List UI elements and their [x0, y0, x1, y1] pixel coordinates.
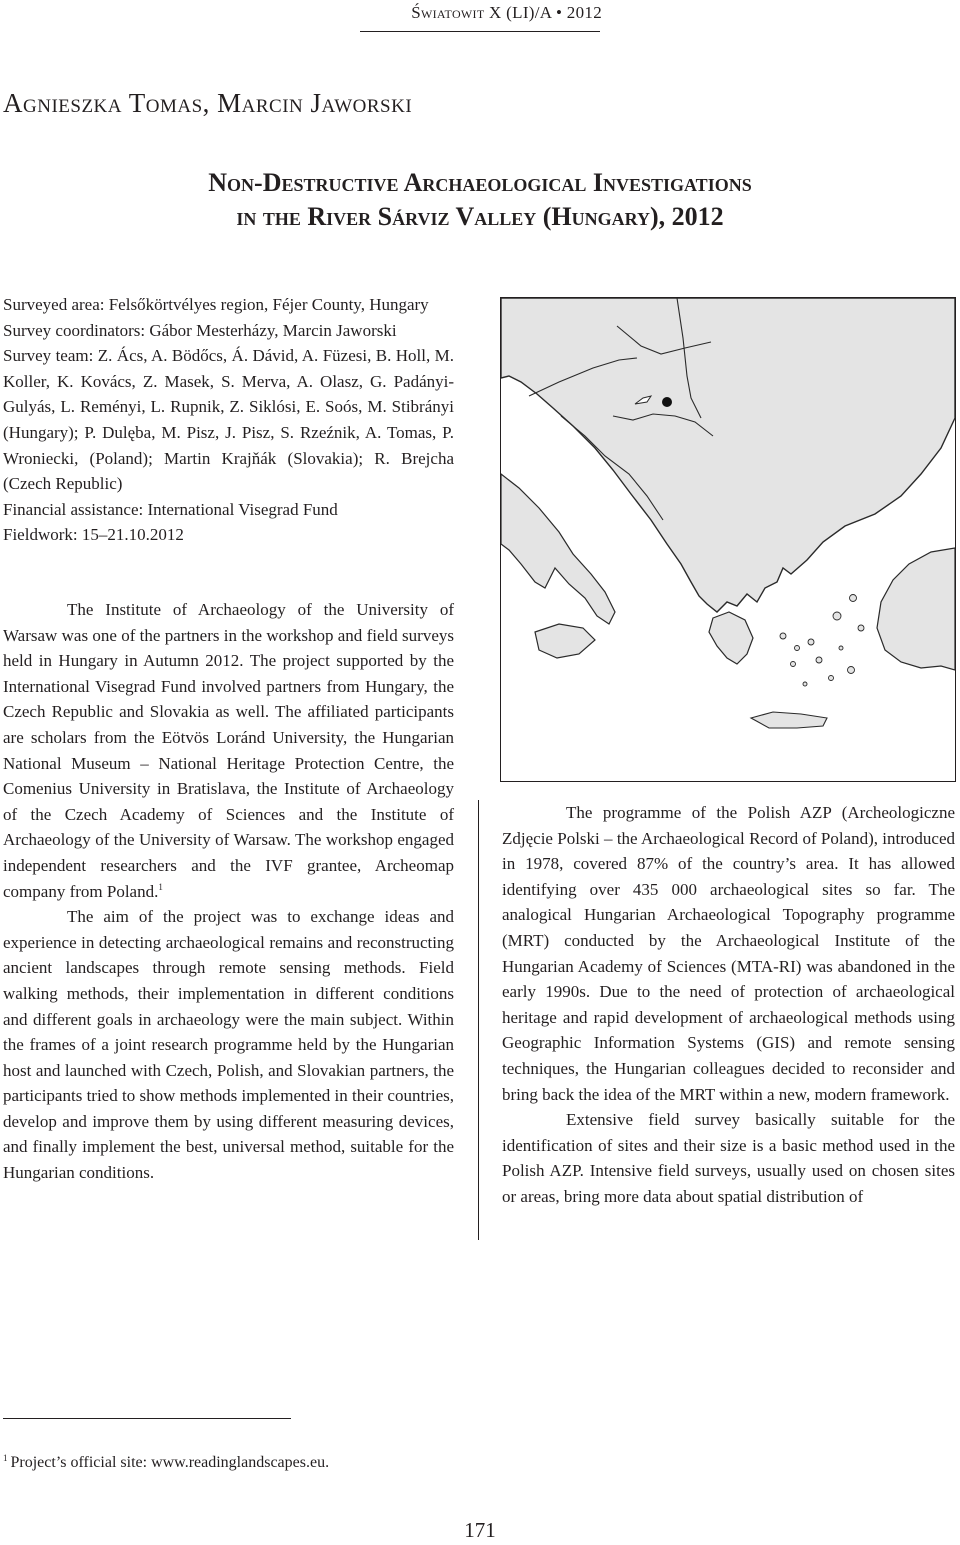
body-column-right — [502, 800, 955, 1210]
header-rule — [360, 31, 600, 32]
survey-location-marker — [662, 397, 672, 407]
body-paragraph: The aim of the project was to exchange ideas and experience in detecting archaeological remains and reconstructing ancient landscapes through remote sensing methods. Field walking methods, their implementation in different conditions and different goals in archaeology were the main subject. Within the frames of a joint research programme held by the Hungarian host and launched with Czech, Polish, and Slovakian partners, the participants tried to show methods implemented in their countries, develop and improve them by using different measuring devices, and finally implement the best, universal method, suitable for the Hungarian conditions. — [3, 907, 454, 1183]
title-line-1: Non-Destructive Archaeological Investigations — [208, 168, 752, 197]
journal-year: 2012 — [566, 3, 602, 22]
body-column-left — [3, 597, 454, 1186]
surveyed-area: Surveyed area: Felsőkörtvélyes region, Féjer County, Hungary — [3, 295, 429, 314]
survey-team: Survey team: Z. Ács, A. Bödőcs, Á. Dávid, A. Füzesi, B. Holl, M. Koller, K. Kovács, Z. Masek, S. Merva, A. Olasz, G. Padányi-Gulyás, L. Reményi, L. Rupnik, Z. Siklósi, E. Soós, M. Stibrányi (Hungary); P. Dulęba, M. Pisz, J. Pisz, S. Rzeźnik, A. Tomas, P. Wroniecki, (Poland); Martin Krajňák (Slovakia); R. Brejcha (Czech Republic) — [3, 346, 454, 494]
running-head — [411, 3, 602, 23]
fieldwork-dates: Fieldwork: 15–21.10.2012 — [3, 525, 184, 545]
financial-assistance: Financial assistance: International Visegrad Fund — [3, 499, 338, 519]
body-paragraph: The programme of the Polish AZP (Archeologiczne Zdjęcie Polski – the Archaeological Record of Poland), introduced in 1978, covered 87% of the country’s area. It has allowed identifying over 435 000 archaeological sites so far. The analogical Hungarian Archaeological Topography programme (MRT) conducted by the Archaeological Institute of the Hungarian Academy of Sciences (MTA-RI) was abandoned in the early 1990s. Due to the need of protection of archaeological heritage and rapid development of archaeological methods using Geographic Information Systems (GIS) and remote sensing techniques, the Hungarian colleagues decided to reconsider and bring back the idea of the MRT within a new, modern framework. — [502, 803, 955, 1104]
footnote-number: 1 — [3, 1453, 8, 1463]
footnote — [3, 1453, 329, 1472]
survey-metadata — [3, 292, 454, 548]
footnote-reference[interactable]: 1 — [158, 881, 163, 892]
article-title — [0, 166, 960, 234]
journal-volume: X (LI)/A — [489, 3, 552, 22]
article-authors: Agnieszka Tomas, Marcin Jaworski — [3, 88, 413, 118]
body-paragraph — [3, 597, 454, 904]
bullet-separator: • — [555, 3, 563, 22]
footnote-text: Project’s official site: www.readinglandscapes.eu. — [10, 1454, 330, 1471]
page-number: 171 — [464, 1518, 496, 1542]
column-divider — [478, 800, 479, 1240]
paragraph-text: The Institute of Archaeology of the University of Warsaw was one of the partners in the workshop and field surveys held in Hungary in Autumn 2012. The project supported by the International Visegrad Fund involved partners from Hungary, the Czech Republic and Slovakia as well. The affiliated participants are scholars from the Eötvös Loránd University, the Hungarian National Museum – National Heritage Protection Centre, the Comenius University in Bratislava, the Institute of Archaeology of the Czech Academy of Sciences and the Institute of Archaeology of the University of Warsaw. The workshop engaged independent researchers and the IVF grantee, Archeomap company from Poland. — [3, 600, 454, 901]
footnote-rule — [3, 1418, 291, 1419]
survey-coordinators: Survey coordinators: Gábor Mesterházy, Marcin Jaworski — [3, 320, 397, 340]
body-paragraph: Extensive field survey basically suitable for the identification of sites and their size is a basic method used in the Polish AZP. Intensive field surveys, usually used on chosen sites or areas, bring more data about spatial distribution of — [502, 1110, 955, 1206]
balkans-outline-map — [501, 298, 955, 781]
location-map-figure — [500, 297, 956, 782]
title-line-2: in the River Sárviz Valley (Hungary), 2012 — [236, 202, 724, 231]
journal-name: Światowit — [411, 3, 485, 22]
